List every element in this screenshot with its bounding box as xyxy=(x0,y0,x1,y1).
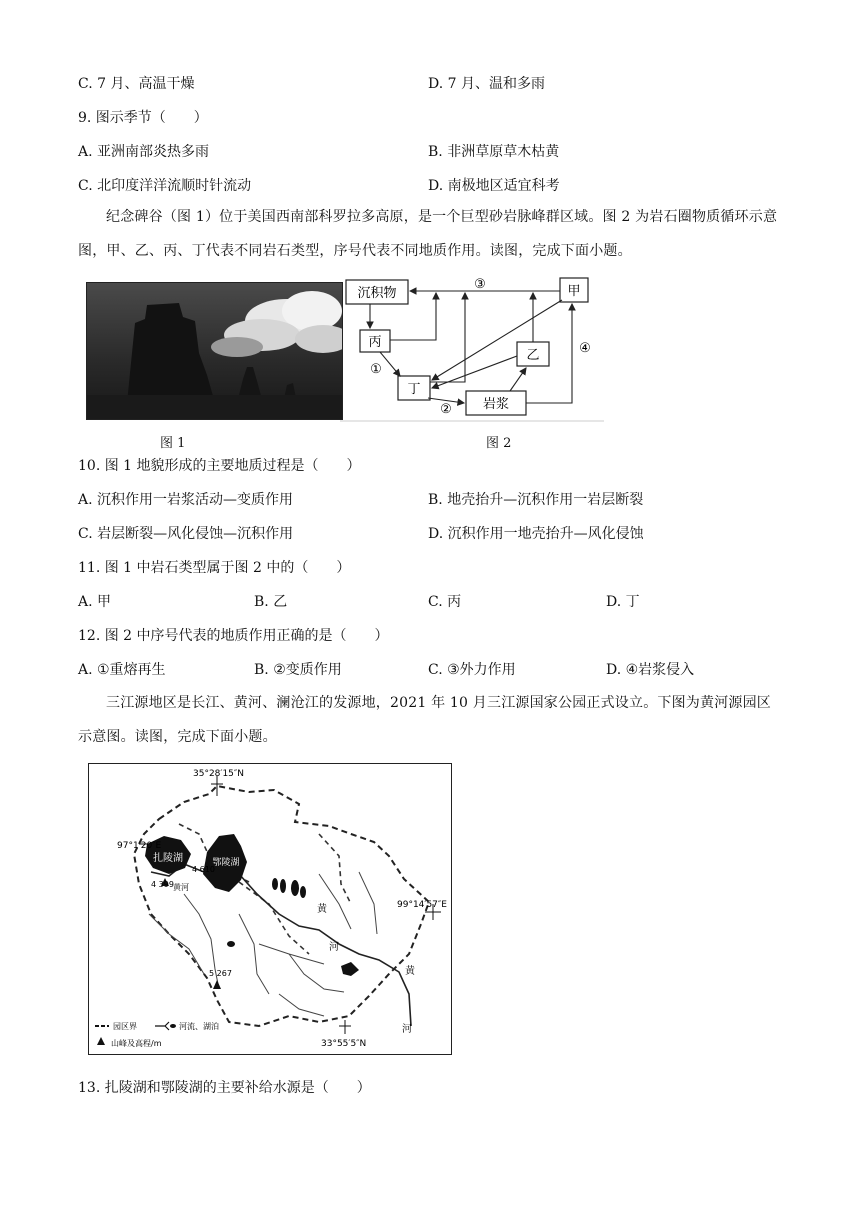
q9-stem: 9. 图示季节（ ） xyxy=(78,110,208,126)
legend-river: 河流、湖泊 xyxy=(179,1022,219,1031)
label-bing: 丙 xyxy=(368,335,382,350)
monument-valley-image xyxy=(87,283,342,419)
peak2-label: 4 399 xyxy=(151,880,174,889)
legend-peak: 山峰及高程/m xyxy=(111,1039,162,1048)
lat-bottom-label: 33°55′5″N xyxy=(321,1039,367,1049)
q11-option-b: B. 乙 xyxy=(254,594,288,610)
lat-top-label: 35°28′15″N xyxy=(193,769,244,779)
q11-option-a: A. 甲 xyxy=(78,594,112,610)
river-char-he-2: 河 xyxy=(402,1024,412,1035)
label-n3: ③ xyxy=(474,277,486,292)
q10-stem: 10. 图 1 地貌形成的主要地质过程是（ ） xyxy=(78,458,361,474)
label-magma: 岩浆 xyxy=(482,397,510,412)
passage-monument-valley: 纪念碑谷（图 1）位于美国西南部科罗拉多高原，是一个巨型砂岩脉峰群区域。图 2 为岩石圈物质循环示意图，甲、乙、丙、丁代表不同岩石类型，序号代表不同地质作用。读图，完成下面小题。 xyxy=(78,209,778,259)
yellow-river-source-map xyxy=(88,763,452,1055)
figure2-rock-cycle-diagram xyxy=(340,270,605,425)
lon-right-label: 99°14′57″E xyxy=(397,900,447,910)
label-jia: 甲 xyxy=(567,284,581,299)
q12-stem: 12. 图 2 中序号代表的地质作用正确的是（ ） xyxy=(78,628,389,644)
peak3-label: 5 267 xyxy=(209,969,232,978)
label-ding: 丁 xyxy=(407,382,421,397)
q9-option-a: A. 亚洲南部炎热多雨 xyxy=(78,144,210,160)
figure1-caption: 图 1 xyxy=(160,436,186,451)
q12-option-c: C. ③外力作用 xyxy=(428,662,516,678)
lake2-label: 鄂陵湖 xyxy=(212,858,240,868)
q10-option-c: C. 岩层断裂—风化侵蚀—沉积作用 xyxy=(78,526,294,542)
label-n4: ④ xyxy=(579,341,591,356)
q10-option-d: D. 沉积作用一地壳抬升—风化侵蚀 xyxy=(428,526,644,542)
passage-sanjiangyuan: 三江源地区是长江、黄河、澜沧江的发源地，2021 年 10 月三江源国家公园正式设立。下图为黄河源园区示意图。读图，完成下面小题。 xyxy=(78,695,771,745)
q8-option-c: C. 7 月、高温干燥 xyxy=(78,76,195,92)
q9-option-d: D. 南极地区适宜科考 xyxy=(428,178,560,194)
label-n1: ① xyxy=(370,362,382,377)
q12-option-d: D. ④岩浆侵入 xyxy=(606,662,695,678)
q13-stem: 13. 扎陵湖和鄂陵湖的主要补给水源是（ ） xyxy=(78,1080,371,1096)
lon-left-label: 97°1′20″E xyxy=(117,841,162,851)
river-char-huang-2: 黄 xyxy=(405,966,415,977)
legend-boundary: 园区界 xyxy=(113,1022,137,1031)
q10-option-b: B. 地壳抬升—沉积作用一岩层断裂 xyxy=(428,492,644,508)
river-label-small: 黄河 xyxy=(173,883,189,892)
map-drawing xyxy=(89,764,451,1054)
q12-option-b: B. ②变质作用 xyxy=(254,662,342,678)
q12-option-a: A. ①重熔再生 xyxy=(78,662,166,678)
q11-option-c: C. 丙 xyxy=(428,594,462,610)
q8-option-d: D. 7 月、温和多雨 xyxy=(428,76,545,92)
figure2-caption: 图 2 xyxy=(486,436,512,451)
q9-option-b: B. 非洲草原草木枯黄 xyxy=(428,144,560,160)
q9-option-c: C. 北印度洋洋流顺时针流动 xyxy=(78,178,252,194)
river-char-he-1: 河 xyxy=(329,942,339,953)
figure1-photo xyxy=(86,282,343,420)
label-yi: 乙 xyxy=(526,348,540,363)
q10-option-a: A. 沉积作用一岩浆活动—变质作用 xyxy=(78,492,294,508)
q11-stem: 11. 图 1 中岩石类型属于图 2 中的（ ） xyxy=(78,560,351,576)
river-char-huang-1: 黄 xyxy=(317,904,327,915)
q11-option-d: D. 丁 xyxy=(606,594,640,610)
peak1-label: 4 610 xyxy=(192,865,215,874)
label-sediment: 沉积物 xyxy=(357,286,397,301)
lake1-label: 扎陵湖 xyxy=(153,853,183,864)
label-n2: ② xyxy=(440,402,452,417)
